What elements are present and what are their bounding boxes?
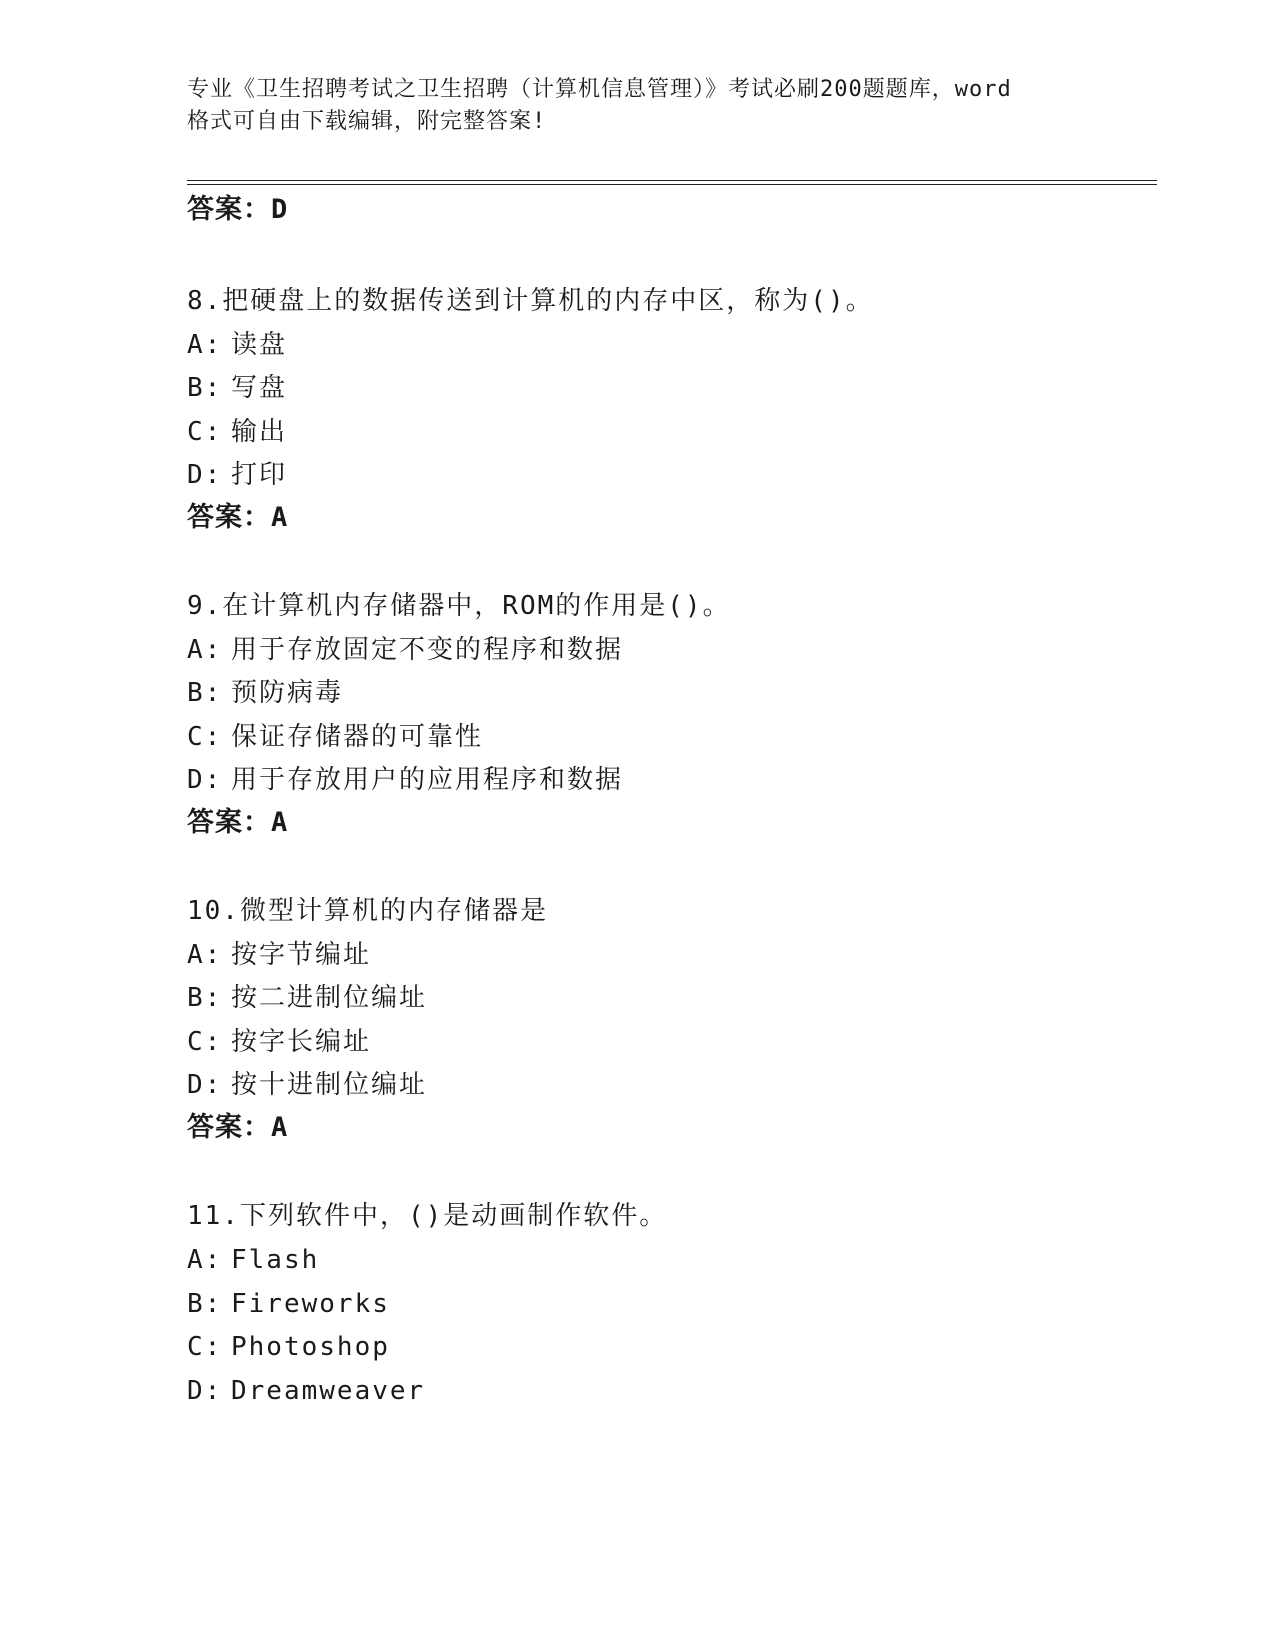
option-letter: A: xyxy=(187,635,223,665)
question-option xyxy=(187,1026,371,1058)
question-option xyxy=(187,1288,390,1320)
option-letter: B: xyxy=(187,983,223,1013)
option-text: 保证存储器的可靠性 xyxy=(231,722,484,752)
option-letter: D: xyxy=(187,460,223,490)
option-letter: D: xyxy=(187,1070,223,1100)
option-text: Dreamweaver xyxy=(231,1376,426,1406)
header-divider-top xyxy=(187,180,1157,181)
option-letter: B: xyxy=(187,678,223,708)
header-line-2: 格式可自由下载编辑，附完整答案! xyxy=(187,109,547,134)
question-option xyxy=(187,459,287,491)
question-option xyxy=(187,1331,390,1363)
question-title: 9.在计算机内存储器中，ROM的作用是()。 xyxy=(187,591,731,621)
option-letter: D: xyxy=(187,765,223,795)
option-text: 按字节编址 xyxy=(231,940,372,970)
question-answer: 答案：A xyxy=(187,502,289,533)
option-text: 用于存放固定不变的程序和数据 xyxy=(231,635,624,665)
question-option xyxy=(187,677,343,709)
option-text: 按十进制位编址 xyxy=(231,1070,428,1100)
question-option xyxy=(187,634,623,666)
question-option xyxy=(187,416,287,448)
option-text: Fireworks xyxy=(231,1289,390,1319)
option-text: Photoshop xyxy=(231,1332,390,1362)
option-letter: A: xyxy=(187,330,223,360)
option-letter: D: xyxy=(187,1376,223,1406)
question-option xyxy=(187,982,427,1014)
option-letter: B: xyxy=(187,1289,223,1319)
question-title: 11.下列软件中，()是动画制作软件。 xyxy=(187,1201,668,1231)
option-letter: C: xyxy=(187,1332,223,1362)
question-option xyxy=(187,939,371,971)
question-answer: 答案：A xyxy=(187,807,289,838)
header-line-1: 专业《卫生招聘考试之卫生招聘（计算机信息管理）》考试必刷200题题库，word xyxy=(187,77,1012,102)
previous-answer: 答案：D xyxy=(187,194,289,225)
option-text: 按二进制位编址 xyxy=(231,983,428,1013)
option-text: 预防病毒 xyxy=(231,678,344,708)
question-answer: 答案：A xyxy=(187,1112,289,1143)
question-title: 8.把硬盘上的数据传送到计算机的内存中区，称为()。 xyxy=(187,286,874,316)
question-option xyxy=(187,764,623,796)
option-text: 按字长编址 xyxy=(231,1027,372,1057)
question-title: 10.微型计算机的内存储器是 xyxy=(187,896,548,926)
option-letter: C: xyxy=(187,1027,223,1057)
question-option xyxy=(187,721,483,753)
question-option xyxy=(187,1375,425,1407)
question-option xyxy=(187,372,287,404)
option-text: 打印 xyxy=(231,460,288,490)
question-option xyxy=(187,1244,319,1276)
option-letter: C: xyxy=(187,722,223,752)
question-option xyxy=(187,329,287,361)
option-letter: A: xyxy=(187,1245,223,1275)
option-letter: B: xyxy=(187,373,223,403)
option-letter: C: xyxy=(187,417,223,447)
option-text: Flash xyxy=(231,1245,320,1275)
document-header xyxy=(187,74,1087,138)
header-divider-bottom xyxy=(187,184,1157,185)
question-option xyxy=(187,1069,427,1101)
option-text: 写盘 xyxy=(231,373,288,403)
option-text: 输出 xyxy=(231,417,288,447)
option-letter: A: xyxy=(187,940,223,970)
option-text: 用于存放用户的应用程序和数据 xyxy=(231,765,624,795)
option-text: 读盘 xyxy=(231,330,288,360)
